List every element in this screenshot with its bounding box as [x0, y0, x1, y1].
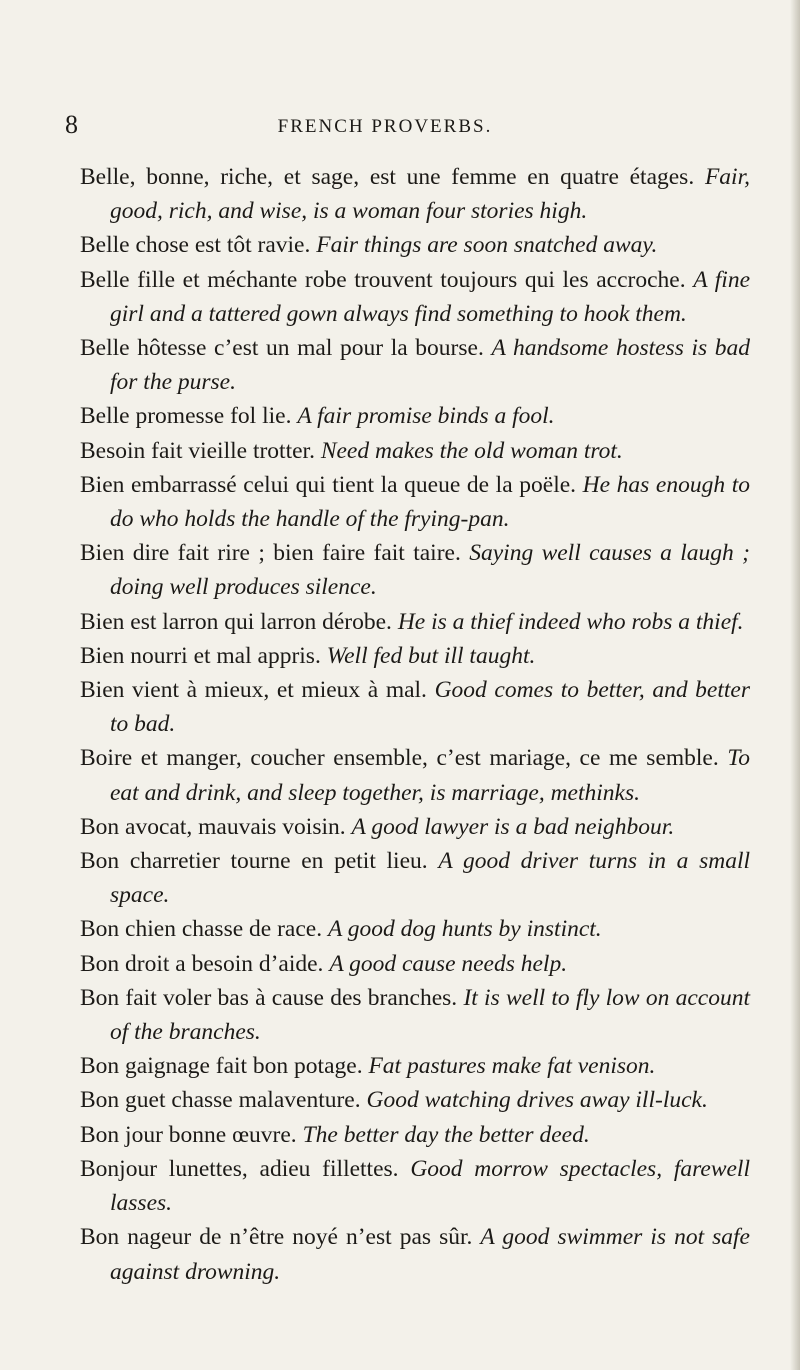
proverb-entry — [80, 434, 750, 468]
english-translation: Good comes to better, and better to bad. — [110, 677, 750, 738]
proverb-entry — [80, 536, 750, 604]
page-edge — [790, 0, 800, 1370]
english-translation: It is well to fly low on account of the branches. — [110, 984, 750, 1046]
english-translation: Saying well causes a laugh ; doing well produces silence. — [110, 540, 751, 601]
english-translation: He is a thief indeed who robs a thief. — [397, 608, 744, 635]
proverb-entry — [80, 331, 750, 399]
proverb-entry — [80, 844, 750, 912]
french-proverb: Belle promesse fol lie. — [80, 403, 292, 430]
proverb-entry — [80, 947, 750, 981]
french-proverb: Bon gaignage fait bon potage. — [80, 1053, 363, 1080]
proverb-entry — [80, 1083, 750, 1117]
page-number: 8 — [65, 110, 78, 139]
english-translation: Fat pastures make fat venison. — [368, 1053, 656, 1080]
english-translation: The better day the better deed. — [302, 1121, 590, 1148]
proverb-entry — [80, 673, 750, 741]
french-proverb: Bon avocat, mauvais voisin. — [80, 813, 346, 840]
french-proverb: Bien vient à mieux, et mieux à mal. — [80, 677, 427, 704]
french-proverb: Belle chose est tôt ravie. — [80, 232, 311, 259]
page-header — [65, 110, 705, 150]
english-translation: He has enough to do who holds the handle of the frying-pan. — [110, 471, 750, 533]
proverb-entry — [80, 605, 750, 639]
french-proverb: Bon fait voler bas à cause des branches. — [80, 984, 458, 1011]
english-translation: Need makes the old woman trot. — [320, 437, 623, 464]
proverb-entry — [80, 1152, 750, 1220]
french-proverb: Bon droit a besoin d’aide. — [80, 950, 324, 977]
english-translation: A handsome hostess is bad for the purse. — [110, 335, 751, 396]
french-proverb: Belle fille et méchante robe trouvent toujours qui les accroche. — [80, 266, 686, 293]
english-translation: A fair promise binds a fool. — [297, 403, 555, 430]
french-proverb: Bon charretier tourne en petit lieu. — [80, 848, 428, 875]
english-translation: A good cause needs help. — [329, 950, 568, 977]
english-translation: A good swimmer is not safe against drowning. — [110, 1224, 750, 1285]
proverb-entry — [80, 639, 750, 673]
french-proverb: Bien embarrassé celui qui tient la queue de la poële. — [80, 471, 577, 498]
english-translation: A good dog hunts by instinct. — [327, 916, 602, 943]
english-translation: A fine girl and a tattered gown always find something to hook them. — [110, 266, 751, 327]
english-translation: Fair things are soon snatched away. — [316, 232, 658, 259]
proverb-entry — [80, 1118, 750, 1152]
french-proverb: Bien est larron qui larron dérobe. — [80, 608, 392, 635]
proverb-entry — [80, 160, 750, 228]
proverb-entry — [80, 981, 750, 1049]
english-translation: Good morrow spectacles, farewell lasses. — [110, 1155, 750, 1217]
proverb-list — [80, 160, 750, 1289]
french-proverb: Bien nourri et mal appris. — [80, 642, 321, 669]
french-proverb: Besoin fait vieille trotter. — [80, 437, 315, 464]
proverb-entry — [80, 912, 750, 946]
french-proverb: Bon guet chasse malaventure. — [80, 1087, 361, 1114]
proverb-entry — [80, 741, 750, 809]
proverb-entry — [80, 399, 750, 433]
proverb-entry — [80, 1049, 750, 1083]
english-translation: Good watching drives away ill-luck. — [366, 1087, 708, 1114]
proverb-entry — [80, 1220, 750, 1288]
french-proverb: Belle hôtesse c’est un mal pour la bourse. — [80, 335, 484, 362]
english-translation: Well fed but ill taught. — [326, 642, 536, 669]
proverb-entry — [80, 263, 750, 331]
french-proverb: Bon nageur de n’être noyé n’est pas sûr. — [80, 1224, 473, 1251]
french-proverb: Belle, bonne, riche, et sage, est une femme en quatre étages. — [80, 164, 695, 190]
french-proverb: Boire et manger, coucher ensemble, c’est mariage, ce me semble. — [80, 745, 719, 772]
french-proverb: Bon jour bonne œuvre. — [80, 1121, 297, 1148]
english-translation: To eat and drink, and sleep together, is marriage, methinks. — [110, 745, 751, 806]
proverb-entry — [80, 468, 750, 536]
running-head: FRENCH PROVERBS. — [277, 116, 493, 137]
french-proverb: Bonjour lunettes, adieu fillettes. — [80, 1155, 399, 1182]
english-translation: A good lawyer is a bad neighbour. — [351, 813, 675, 840]
proverb-entry — [80, 228, 750, 262]
french-proverb: Bon chien chasse de race. — [80, 916, 323, 943]
english-translation: Fair, good, rich, and wise, is a woman four stories high. — [110, 164, 750, 225]
english-translation: A good driver turns in a small space. — [110, 848, 751, 909]
french-proverb: Bien dire fait rire ; bien faire fait taire. — [80, 540, 461, 567]
proverb-entry — [80, 810, 750, 844]
